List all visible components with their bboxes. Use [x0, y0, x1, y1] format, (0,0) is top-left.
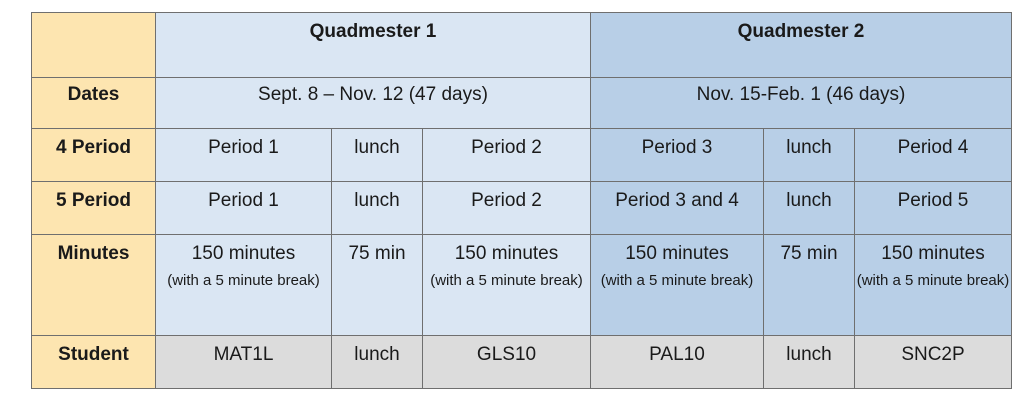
corner-cell: [32, 13, 156, 78]
five-period-cell: lunch: [332, 182, 423, 235]
minutes-cell: [764, 235, 855, 336]
minutes-note: (with a 5 minute break): [167, 272, 320, 289]
minutes-value: 75 min: [348, 243, 406, 264]
minutes-cell: [855, 235, 1012, 336]
minutes-cell: [423, 235, 591, 336]
five-period-cell: Period 5: [855, 182, 1012, 235]
row-label-dates: Dates: [32, 78, 156, 129]
five-period-cell: Period 1: [156, 182, 332, 235]
minutes-note: (with a 5 minute break): [430, 272, 583, 289]
minutes-note: (with a 5 minute break): [600, 272, 754, 289]
four-period-cell: Period 2: [423, 129, 591, 182]
row-label-4-period: 4 Period: [32, 129, 156, 182]
five-period-cell: Period 2: [423, 182, 591, 235]
header-row: [32, 13, 1012, 78]
student-cell: MAT1L: [156, 336, 332, 389]
schedule-table: [31, 12, 1012, 389]
five-period-row: [32, 182, 1012, 235]
minutes-cell: [591, 235, 764, 336]
five-period-cell: lunch: [764, 182, 855, 235]
student-cell: GLS10: [423, 336, 591, 389]
student-cell: PAL10: [591, 336, 764, 389]
minutes-row: [32, 235, 1012, 336]
minutes-value: 150 minutes: [625, 243, 729, 264]
four-period-cell: lunch: [764, 129, 855, 182]
student-cell: SNC2P: [855, 336, 1012, 389]
student-cell: lunch: [764, 336, 855, 389]
minutes-cell: [156, 235, 332, 336]
dates-q1-cell: Sept. 8 – Nov. 12 (47 days): [156, 78, 591, 129]
row-label-5-period: 5 Period: [32, 182, 156, 235]
four-period-cell: Period 4: [855, 129, 1012, 182]
minutes-value: 150 minutes: [191, 243, 296, 264]
four-period-cell: Period 1: [156, 129, 332, 182]
dates-q2-cell: Nov. 15-Feb. 1 (46 days): [591, 78, 1012, 129]
minutes-value: 75 min: [780, 243, 838, 264]
row-label-minutes: Minutes: [32, 235, 156, 336]
five-period-cell: Period 3 and 4: [591, 182, 764, 235]
four-period-cell: Period 3: [591, 129, 764, 182]
row-label-student: Student: [32, 336, 156, 389]
student-row: [32, 336, 1012, 389]
minutes-value: 150 minutes: [881, 243, 985, 264]
minutes-cell: [332, 235, 423, 336]
dates-row: [32, 78, 1012, 129]
minutes-note: (with a 5 minute break): [856, 272, 1010, 289]
quadmester-1-header: Quadmester 1: [156, 13, 591, 78]
student-cell: lunch: [332, 336, 423, 389]
four-period-row: [32, 129, 1012, 182]
quadmester-2-header: Quadmester 2: [591, 13, 1012, 78]
four-period-cell: lunch: [332, 129, 423, 182]
minutes-value: 150 minutes: [454, 243, 559, 264]
